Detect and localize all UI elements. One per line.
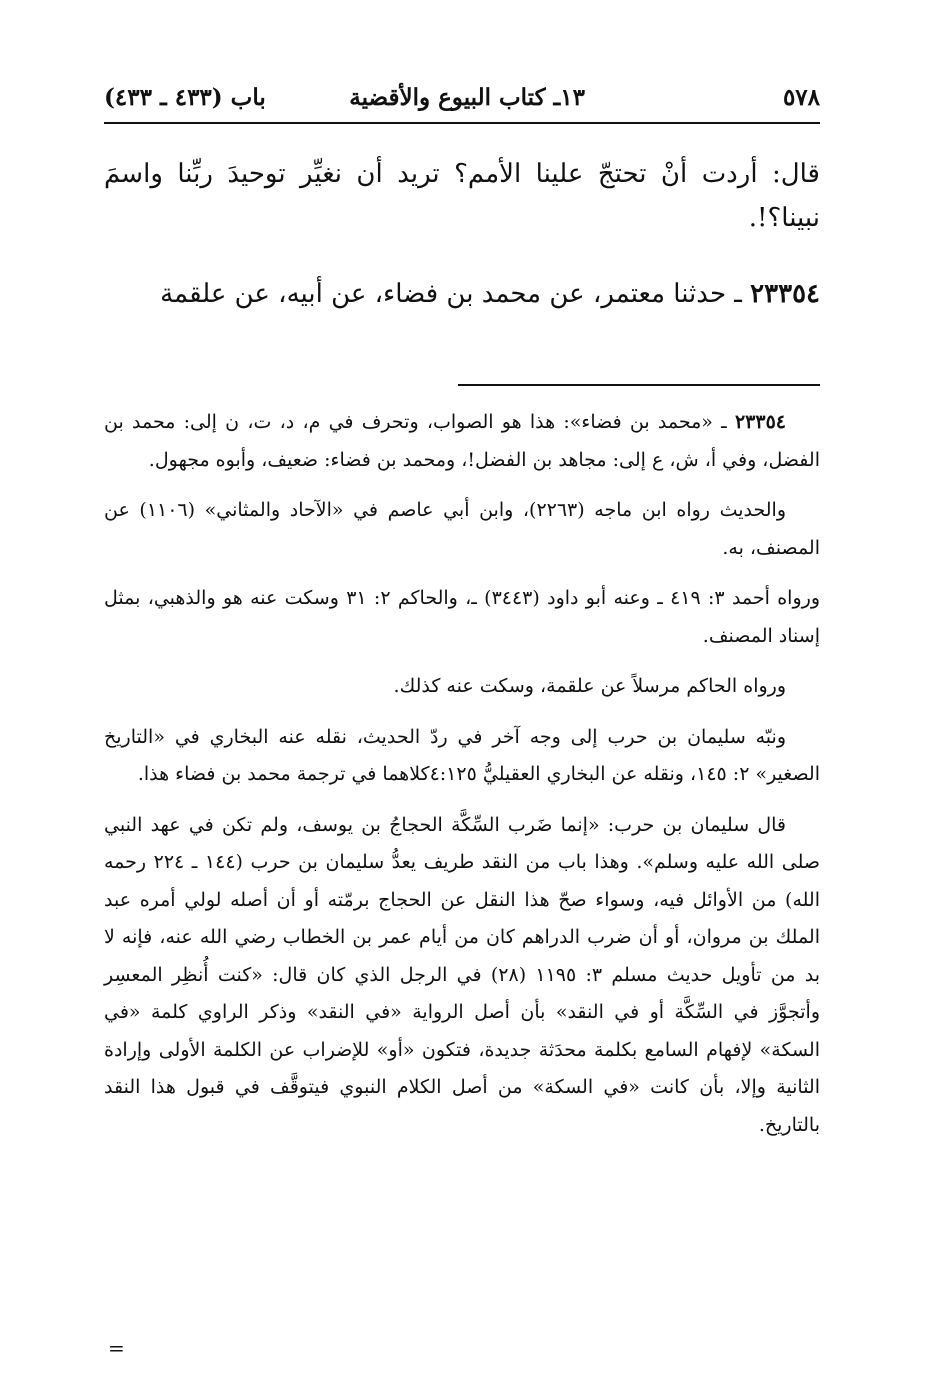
book-title: ١٣ـ كتاب البيوع والأقضية (349, 84, 585, 111)
hadith-line (104, 272, 820, 316)
hadith-number: ٢٣٣٥٤ (750, 279, 820, 309)
main-text (104, 152, 820, 316)
chapter-title: باب (٤٣٣ ـ ٤٣٣) (104, 84, 266, 111)
continuation-mark: = (108, 1336, 125, 1360)
footnote-paragraph: ورواه أحمد ٣: ٤١٩ ـ وعنه أبو داود (٣٤٤٣) ـ، والحاكم ٢: ٣١ وسكت عنه هو والذهبي، بمثل إسناد المصنف. (104, 587, 820, 647)
footnote-separator (458, 384, 820, 386)
main-text-line: قال: أردت أنْ تحتجّ علينا الأمم؟ تريد أن نغيِّر توحيدَ ربِّنا واسمَ نبينا؟!. (104, 159, 820, 233)
hadith-text: ـ حدثنا معتمر، عن محمد بن فضاء، عن أبيه، عن علقمة (160, 279, 751, 309)
footnote-paragraph (104, 404, 820, 479)
page-header (104, 76, 820, 124)
footnote-number: ٢٣٣٥٤ (734, 411, 786, 433)
page-number: ٥٧٨ (782, 84, 820, 111)
footnote-paragraph: ورواه الحاكم مرسلاً عن علقمة، وسكت عنه كذلك. (393, 675, 786, 697)
footnote-text: ـ «محمد بن فضاء»: هذا هو الصواب، وتحرف في م، د، ت، ن إلى: محمد بن الفضل، وفي أ، ش، ع إلى: مجاهد بن الفضل!، ومحمد بن فضاء: ضعيف، وأبوه مجهول. (104, 411, 820, 471)
book-page (104, 76, 820, 1366)
footnote-paragraph: ونبّه سليمان بن حرب إلى وجه آخر في ردّ الحديث، نقله عنه البخاري في «التاريخ الصغير» ٢: ١٤٥، ونقله عن البخاري العقيليُّ ٤:١٢٥كلاهما في ترجمة محمد بن فضاء هذا. (104, 725, 820, 785)
footnotes (104, 404, 820, 1144)
footnote-paragraph: والحديث رواه ابن ماجه (٢٢٦٣)، وابن أبي عاصم في «الآحاد والمثاني» (١١٠٦) عن المصنف، به. (104, 499, 820, 559)
footnote-paragraph: قال سليمان بن حرب: «إنما ضَرب السِّكَّة الحجاجُ بن يوسف، ولم تكن في عهد النبي صلى الله عليه وسلم». وهذا باب من النقد طريف يعدُّ سليمان بن حرب (١٤٤ ـ ٢٢٤ رحمه الله) من الأوائل فيه، وسواء صحّ هذا النقل عن الحجاج برمّته أو أن أصله لولي أمره عبد الملك بن مروان، أو أن ضرب الدراهم كان من أيام عمر بن الخطاب رضي الله عنه، فإنه لا بد من تأويل حديث مسلم ٣: ١١٩٥ (٢٨) في الرجل الذي كان قال: «كنت أُنظِر المعسِر وأتجوَّز في السِّكَّة أو في النقد» بأن أصل الرواية «في النقد» وذكر الراوي كلمة «في السكة» لإفهام السامع بكلمة محدَثة جديدة، فتكون «أو» للإضراب عن الكلمة الأولى وإرادة الثانية وإلا، بأن كانت «في السكة» من أصل الكلام النبوي فيتوقَّف في قبول هذا النقد بالتاريخ. (104, 813, 820, 1136)
